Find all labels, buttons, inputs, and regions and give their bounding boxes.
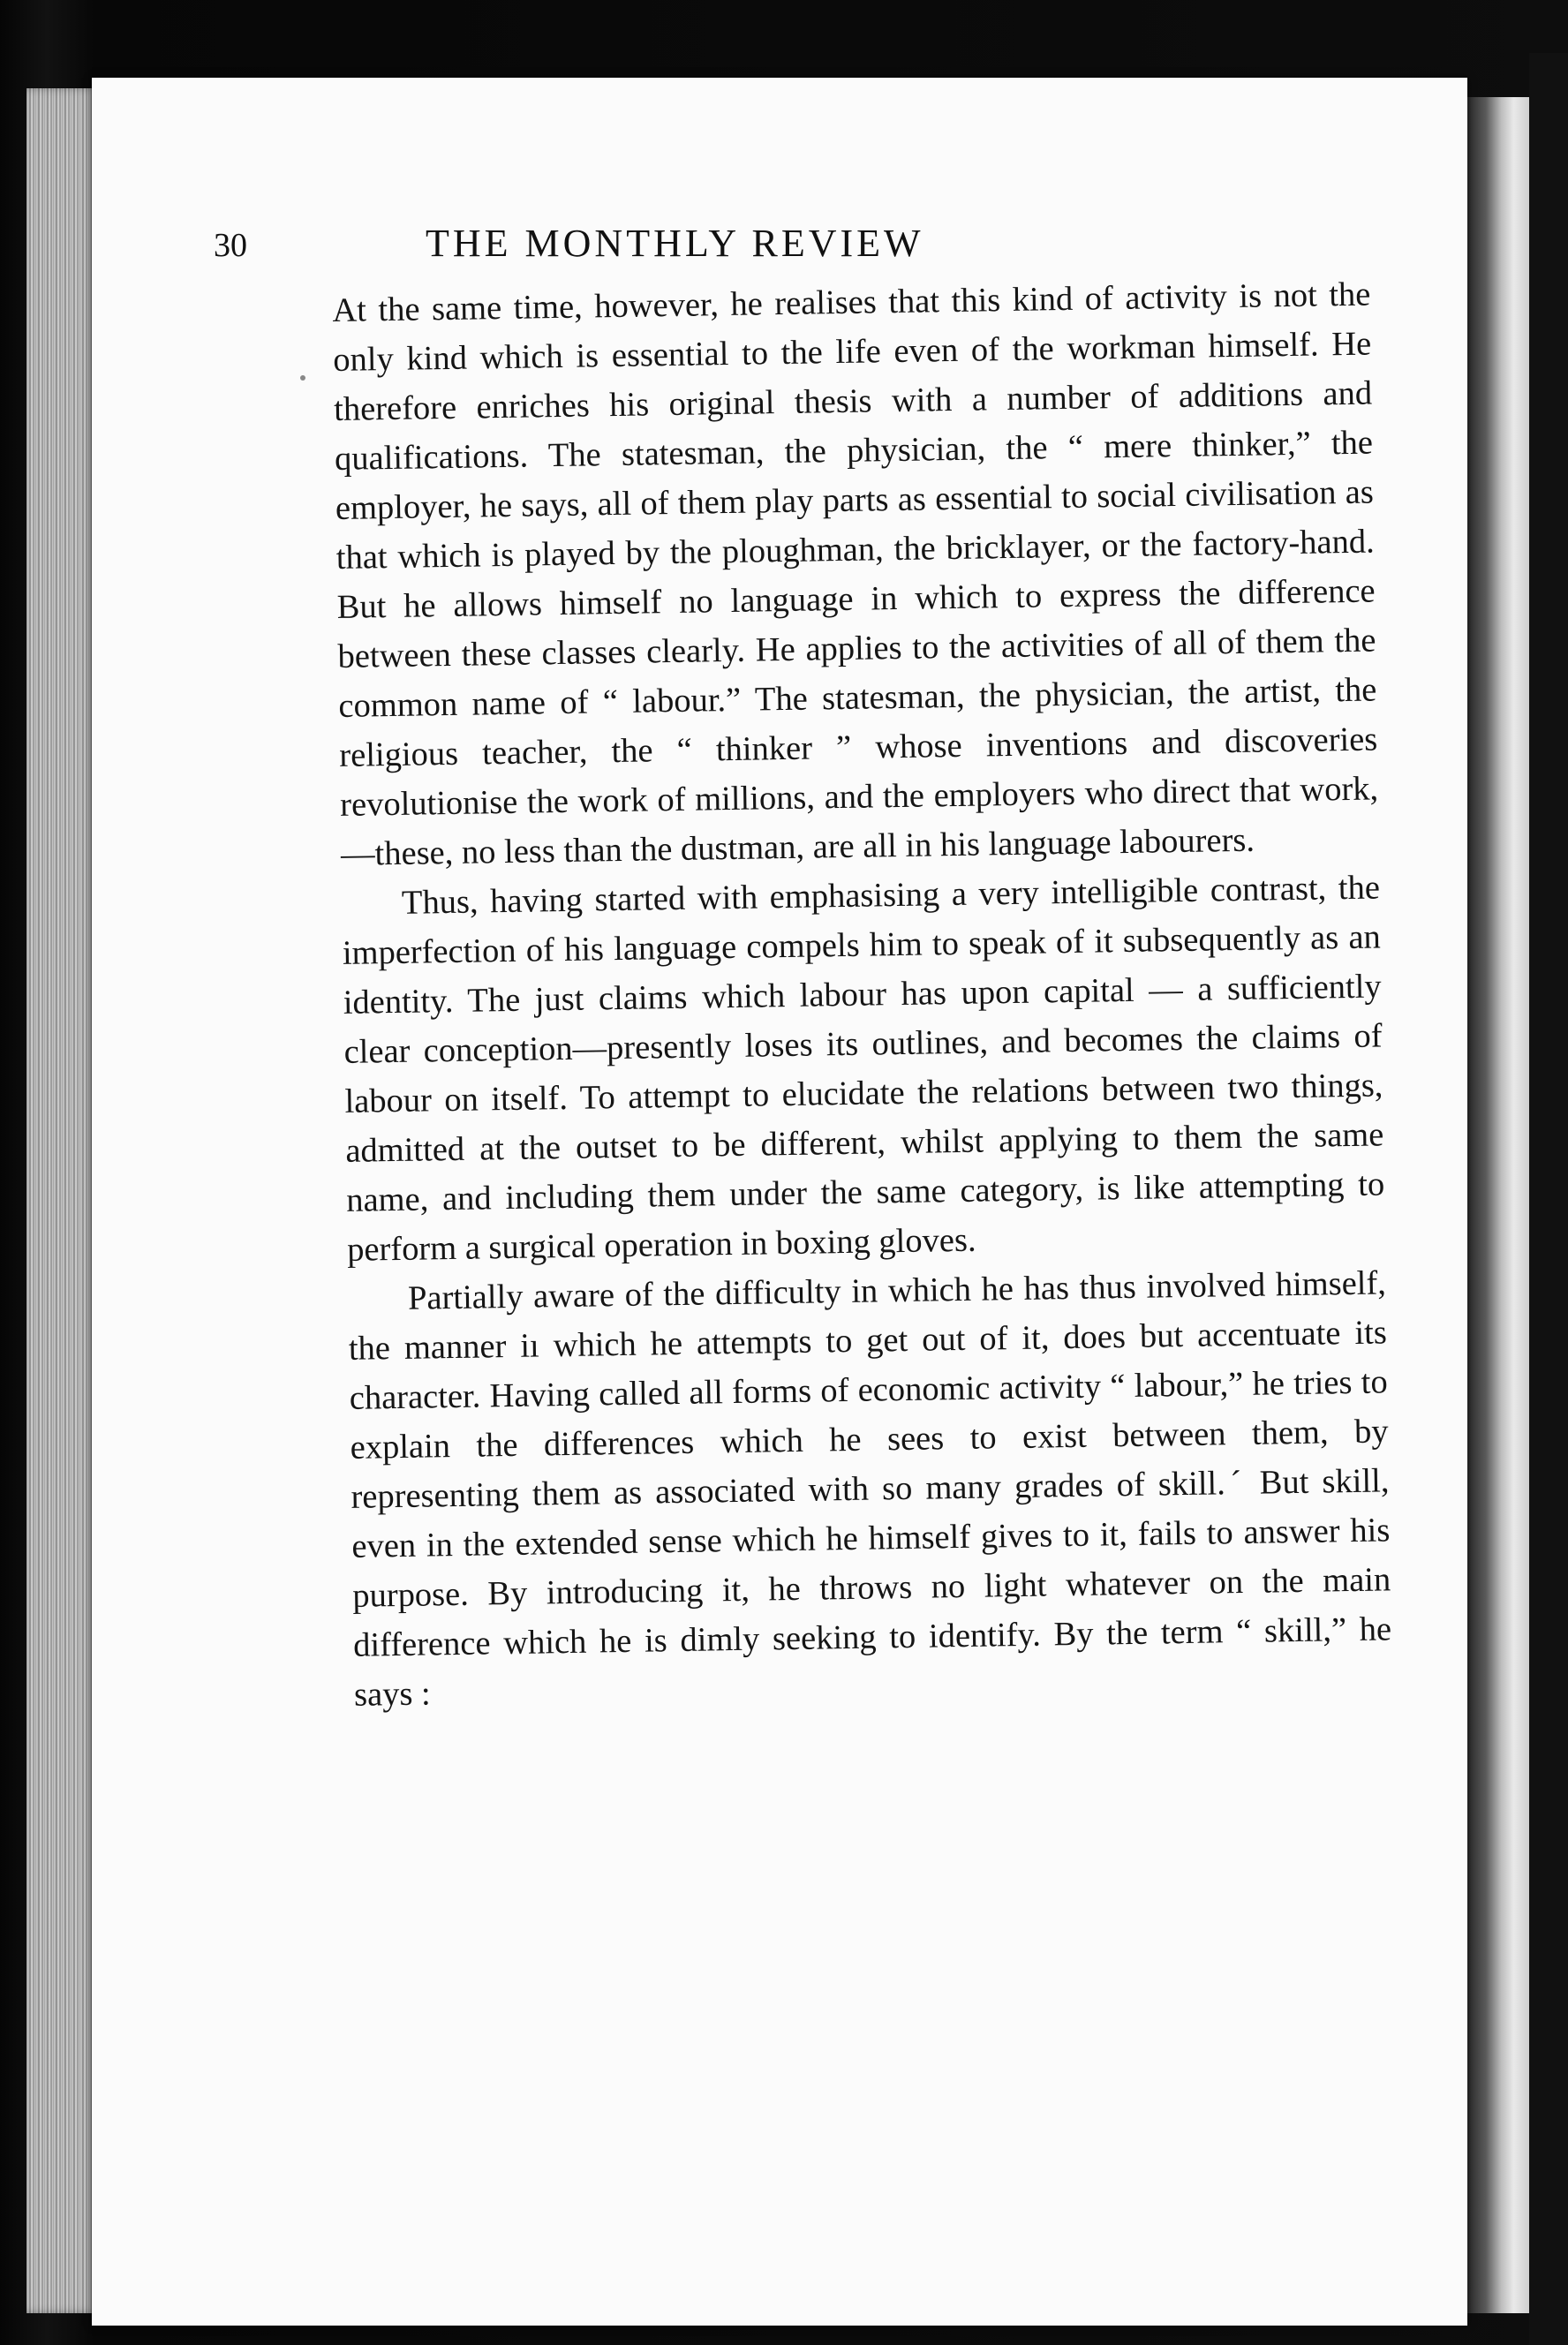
paragraph: Thus, having started with emphasising a very intelligible contrast, the imperfection of his language compels him to speak of it subsequently as an identity. The just claims which labour has upon capital — a sufficiently clear conception—presently loses its outlines, and becomes the claims of labour on itself. To attempt to elucidate the relations between two things, admitted at the outset to be different, whilst applying to them the same name, and including them under the same category, is like attempting to perform a surgical operation in boxing gloves. — [342, 869, 1385, 1269]
running-head: THE MONTHLY REVIEW — [426, 222, 924, 265]
body-text — [332, 270, 1392, 1720]
binding-edge — [1467, 97, 1529, 2313]
paragraph: Partially aware of the difficulty in which he has thus involved himself, the manner iı which he attempts to get out of it, does but accentuate its character. Having called all forms of economic activity “ labour,” he tries to explain the differences which he sees to exist between them, by representing them as associated with so many grades of skill.ˊ But skill, even in the extended sense which he himself gives to it, fails to answer his purpose. By introducing it, he throws no light whatever on the main difference which he is dimly seeking to identify. By the term “ skill,” he says : — [348, 1264, 1392, 1714]
page-header — [214, 221, 1150, 274]
scanner-border-right — [1529, 53, 1568, 2345]
margin-mark — [300, 375, 305, 381]
paragraph: At the same time, however, he realises that this kind of activity is not the only kind which is essential to the life even of the workman himself. He therefore enriches his original thesis with a number of additions and qualifications. The statesman, the physician, the “ mere thinker,” the employer, he says, all of them play parts as essential to social civilisation as that which is played by the ploughman, the bricklayer, or the factory-hand. But he allows himself no language in which to express the difference between these classes clearly. He applies to the activities of all of them the common name of “ labour.” The statesman, the physician, the artist, the religious teacher, the “ thinker ” whose inventions and discoveries revolutionise the work of millions, and the employers who direct that work,—these, no less than the dustman, are all in his language labourers. — [332, 275, 1379, 873]
page-number: 30 — [214, 227, 247, 264]
book-page-edges — [26, 88, 97, 2313]
